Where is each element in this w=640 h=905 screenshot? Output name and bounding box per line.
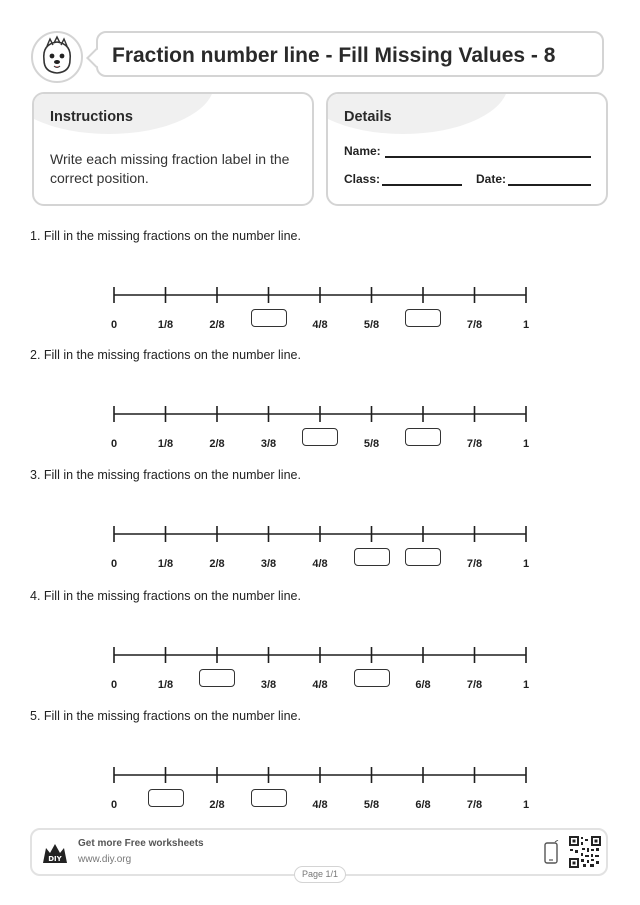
class-field[interactable] xyxy=(382,184,462,186)
answer-box[interactable] xyxy=(251,789,287,807)
details-panel xyxy=(326,92,608,206)
number-line xyxy=(0,279,640,349)
tick-label: 0 xyxy=(110,679,118,691)
tick-label: 2/8 xyxy=(209,438,225,450)
question-prompt: 5. Fill in the missing fractions on the number line. xyxy=(30,709,301,723)
tick-label: 0 xyxy=(110,799,118,811)
tick-label: 1/8 xyxy=(157,679,174,691)
answer-box[interactable] xyxy=(302,428,338,446)
tick-label: 1/8 xyxy=(157,438,174,450)
page-title: Fraction number line - Fill Missing Values - 8 xyxy=(112,44,556,67)
tick-label: 1/8 xyxy=(157,319,174,331)
number-line-svg xyxy=(0,639,640,669)
instructions-text: Write each missing fraction label in the correct position. xyxy=(50,151,290,186)
page-number-badge: Page 1/1 xyxy=(294,866,346,883)
date-label: Date: xyxy=(476,172,507,186)
qr-code-icon[interactable] xyxy=(569,836,601,868)
tick-label: 2/8 xyxy=(209,558,225,570)
tick-label: 2/8 xyxy=(209,799,225,811)
number-line-svg xyxy=(0,759,640,789)
tick-label: 4/8 xyxy=(312,319,328,331)
tick-label: 4/8 xyxy=(312,679,328,691)
tick-label: 1 xyxy=(522,319,530,331)
instructions-panel xyxy=(32,92,314,206)
date-field[interactable] xyxy=(508,184,591,186)
number-line xyxy=(0,639,640,709)
answer-box[interactable] xyxy=(354,548,390,566)
tick-label: 6/8 xyxy=(415,679,431,691)
tick-label: 5/8 xyxy=(363,799,380,811)
tick-label: 5/8 xyxy=(363,319,380,331)
tick-label: 0 xyxy=(110,438,118,450)
answer-box[interactable] xyxy=(405,309,441,327)
tick-label: 1 xyxy=(522,558,530,570)
tick-label: 2/8 xyxy=(209,319,225,331)
tick-label: 1/8 xyxy=(157,558,174,570)
number-line xyxy=(0,759,640,829)
footer-site-link[interactable]: www.diy.org xyxy=(78,854,132,865)
class-label: Class: xyxy=(344,172,381,186)
owl-mascot-icon xyxy=(30,30,84,84)
answer-box[interactable] xyxy=(405,548,441,566)
mascot xyxy=(30,30,84,84)
number-line xyxy=(0,398,640,468)
tick-label: 1 xyxy=(522,438,530,450)
tick-label: 7/8 xyxy=(466,438,483,450)
tick-label: 1 xyxy=(522,799,530,811)
question-prompt: 2. Fill in the missing fractions on the number line. xyxy=(30,348,301,362)
answer-box[interactable] xyxy=(354,669,390,687)
number-line-svg xyxy=(0,518,640,548)
tick-label: 4/8 xyxy=(312,558,328,570)
answer-box[interactable] xyxy=(405,428,441,446)
details-heading: Details xyxy=(344,109,392,125)
tick-label: 3/8 xyxy=(260,558,277,570)
tick-label: 1 xyxy=(522,679,530,691)
answer-box[interactable] xyxy=(148,789,184,807)
phone-icon xyxy=(542,840,560,866)
svg-text:DIY: DIY xyxy=(48,855,62,863)
answer-box[interactable] xyxy=(199,669,235,687)
tick-label: 0 xyxy=(110,558,118,570)
number-line-svg xyxy=(0,398,640,428)
tick-label: 7/8 xyxy=(466,319,483,331)
tick-label: 7/8 xyxy=(466,558,483,570)
diy-logo-icon xyxy=(42,842,68,864)
tick-label: 4/8 xyxy=(312,799,328,811)
number-line xyxy=(0,518,640,588)
instructions-heading: Instructions xyxy=(50,109,133,125)
name-label: Name: xyxy=(344,144,381,158)
question-prompt: 4. Fill in the missing fractions on the number line. xyxy=(30,589,301,603)
tick-label: 3/8 xyxy=(260,679,277,691)
tick-label: 7/8 xyxy=(466,679,483,691)
question-prompt: 3. Fill in the missing fractions on the number line. xyxy=(30,468,301,482)
tick-label: 5/8 xyxy=(363,438,380,450)
title-box xyxy=(96,31,604,77)
question-prompt: 1. Fill in the missing fractions on the number line. xyxy=(30,229,301,243)
answer-box[interactable] xyxy=(251,309,287,327)
tick-label: 6/8 xyxy=(415,799,431,811)
tick-label: 0 xyxy=(110,319,118,331)
footer-promo: Get more Free worksheets xyxy=(78,838,204,849)
tick-label: 3/8 xyxy=(260,438,277,450)
tick-label: 7/8 xyxy=(466,799,483,811)
name-field[interactable] xyxy=(385,156,591,158)
number-line-svg xyxy=(0,279,640,309)
